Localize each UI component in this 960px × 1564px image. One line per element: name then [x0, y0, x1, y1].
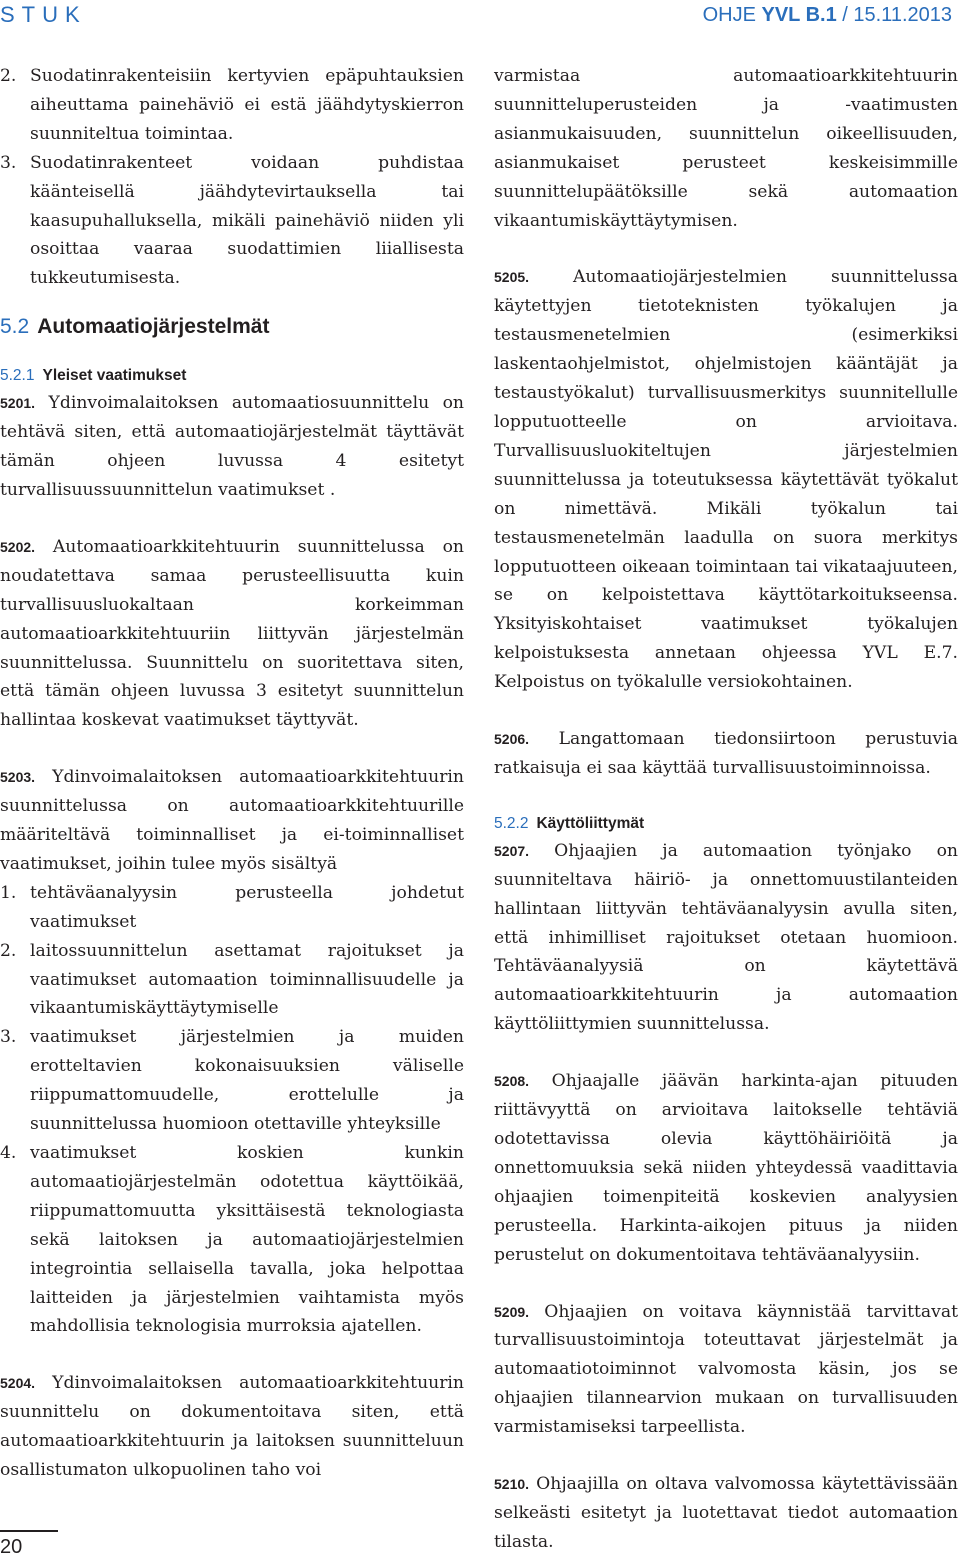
list-text: vaatimukset järjestelmien ja muiden erotteltavien kokonaisuuksien väliselle riippumattomuudelle, erottelulle ja suunnittelussa huomioon otettaville yhteyksille	[30, 1027, 464, 1135]
left-column	[0, 62, 464, 1485]
page-number: 20	[0, 1536, 23, 1558]
list-item	[0, 62, 464, 149]
list-number: 1.	[0, 882, 17, 903]
list-item	[0, 937, 464, 1024]
paragraph-5201	[0, 389, 464, 505]
list-item	[0, 1139, 464, 1341]
list-number: 3.	[0, 152, 17, 173]
paragraph-5206	[494, 725, 958, 783]
paragraph-5204	[0, 1369, 464, 1485]
paragraph-number: 5209.	[494, 1303, 530, 1320]
subsection-heading	[0, 363, 464, 389]
section-title: Automaatiojärjestelmät	[37, 315, 270, 339]
paragraph-number: 5205.	[494, 269, 530, 286]
guide-code: YVL B.1	[761, 4, 837, 26]
paragraph-text: Langattomaan tiedonsiirtoon perustuvia ratkaisuja ei saa käyttää turvallisuustoiminnoissa.	[494, 729, 958, 778]
list-text: Suodatinrakenteet voidaan puhdistaa käänteisellä jäähdytevirtauksella tai kaasupuhalluksella, mikäli painehäviö niiden yli osoittaa vaaraa suodattimien liiallisesta tukkeutumisesta.	[30, 152, 464, 289]
paragraph-5202	[0, 533, 464, 735]
subsection-number: 5.2.1	[0, 367, 35, 385]
guide-date: / 15.11.2013	[842, 4, 952, 26]
subsection-heading	[494, 811, 958, 837]
brand-logo: STUK	[0, 2, 87, 27]
list-text: Suodatinrakenteisiin kertyvien epäpuhtauksien aiheuttama painehäviö ei estä jäähdytyskierron suunniteltua toimintaa.	[30, 66, 464, 144]
paragraph-number: 5210.	[494, 1476, 530, 1493]
section-heading	[0, 313, 464, 341]
paragraph-text: Ydinvoimalaitoksen automaatioarkkitehtuurin suunnittelussa on automaatioarkkitehtuurille määriteltävä toiminnalliset ja ei-toiminnalliset vaatimukset, joihin tulee myös sisältyä	[0, 767, 464, 874]
paragraph-text: Ydinvoimalaitoksen automaatioarkkitehtuurin suunnittelu on dokumentoitava siten, että automaatioarkkitehtuurin ja laitoksen suunnitteluun osallistumaton ulkopuolinen taho voi	[0, 1373, 464, 1481]
section-number: 5.2	[0, 315, 30, 339]
paragraph-text: Ohjaajien on voitava käynnistää tarvittavat turvallisuustoimintoja toteuttavat järjestelmät ja automaatiotoiminnot valvomosta käsin, jos se ohjaajien tilannearvion mukaan on turvallisuuden varmistamiseksi tarpeellista.	[494, 1301, 958, 1438]
footer-rule	[0, 1530, 58, 1532]
paragraph-number: 5208.	[494, 1073, 530, 1090]
list-number: 2.	[0, 940, 17, 961]
paragraph-number: 5207.	[494, 842, 530, 859]
list-text: tehtäväanalyysin perusteella johdetut vaatimukset	[30, 882, 464, 932]
subsection-title: Käyttöliittymät	[536, 814, 645, 832]
paragraph-text: Ohjaajilla on oltava valvomossa käytettävissään selkeästi esitetyt ja luotettavat tiedot automaation tilasta.	[494, 1474, 959, 1552]
list-text: laitossuunnittelun asettamat rajoitukset ja vaatimukset automaation toiminnallisuudelle ja vikaantumiskäyttäytymiselle	[30, 940, 464, 1019]
paragraph-5208	[494, 1067, 958, 1269]
paragraph-continued: varmistaa automaatioarkkitehtuurin suunnitteluperusteiden ja -vaatimusten asianmukaisuuden, suunnittelun oikeellisuuden, asianmukaiset perusteet keskeisimmille suunnittelupäätöksille sekä automaation vikaantumiskäyttäytymisen.	[494, 66, 958, 231]
paragraph-text: Automaatioarkkitehtuurin suunnittelussa on noudatettava samaa perusteellisuutta kuin turvallisuusluokaltaan korkeimman automaatioarkkitehtuuriin liittyvän järjestelmän suunnittelussa. Suunnittelu on suoritettava siten, että tämän ohjeen luvussa 3 esitetyt suunnittelun hallintaa koskevat vaatimukset täyttyvät.	[0, 536, 464, 731]
paragraph-5207	[494, 837, 958, 1039]
list-number: 2.	[0, 66, 17, 86]
list-item	[0, 149, 464, 294]
paragraph-text: Automaatiojärjestelmien suunnittelussa käytettyjen tietoteknisten työkalujen ja testausmenetelmien (esimerkiksi laskentaohjelmistot, ohjelmistojen kääntäjät ja testaustyökalut) turvallisuusmerkitys suunnitellulle lopputuotteelle on arvioitava. Turvallisuusluokiteltujen järjestelmien suunnittelussa ja toteutuksessa käytettävät työkalut on nimettävä. Mikäli työkalun tai testausmenetelmän laadulla on suora merkitys lopputuotteen oikeaan toimintaan tai vikataajuuteen, se on kelpoistettava käyttötarkoitukseensa. Yksityiskohtaiset vaatimukset työkalujen kelpoistuksesta annetaan ohjeessa YVL E.7. Kelpoistus on työkalulle versiokohtainen.	[494, 267, 958, 693]
paragraph-text: Ohjaajalle jäävän harkinta-ajan pituuden riittävyyttä on arvioitava laitokselle tehtäviä odotettavissa olevia käyttöhäiriöitä ja onnettomuuksia sekä niiden yhteydessä vaadittavia ohjaajien toimenpiteitä koskevien analyysien perusteella. Harkinta-aikojen pituus ja niiden perustelut on dokumentoitava tehtäväanalyysiin.	[494, 1071, 959, 1265]
paragraph-number: 5204.	[0, 1375, 36, 1392]
guide-prefix: OHJE	[702, 4, 756, 26]
subsection-number: 5.2.2	[494, 814, 529, 832]
subsection-title: Yleiset vaatimukset	[42, 367, 187, 385]
list-number: 4.	[0, 1143, 17, 1163]
list-item	[0, 879, 464, 937]
paragraph-number: 5202.	[0, 538, 36, 555]
paragraph-text: Ohjaajien ja automaation työnjako on suunniteltava häiriö- ja onnettomuustilanteiden hallintaan liittyvän tehtäväanalyysin avulla siten, että inhimilliset rajoitukset otetaan huomioon. Tehtäväanalyysiä on käytettävä automaatioarkkitehtuurin ja automaation käyttöliittymien suunnittelussa.	[494, 840, 958, 1035]
right-column	[494, 62, 958, 1557]
list-item	[0, 1023, 464, 1139]
paragraph-5210	[494, 1470, 958, 1557]
paragraph-number: 5201.	[0, 395, 36, 412]
guide-reference	[703, 0, 952, 30]
paragraph-number: 5203.	[0, 769, 36, 786]
paragraph-text: Ydinvoimalaitoksen automaatiosuunnittelu on tehtävä siten, että automaatiojärjestelmät täyttävät tämän ohjeen luvussa 4 esitetyt turvallisuussuunnittelun vaatimukset .	[0, 393, 465, 500]
paragraph-5209	[494, 1298, 958, 1443]
list-text: vaatimukset koskien kunkin automaatiojärjestelmän odotettua käyttöikää, riippumattomuutta yksittäisestä teknologiasta sekä laitoksen ja automaatiojärjestelmien integrointia sellaisella tavalla, joka helpottaa laitteiden ja järjestelmien vaihtamista myös mahdollisia teknologisia murroksia ajatellen.	[30, 1143, 464, 1337]
paragraph-number: 5206.	[494, 731, 530, 748]
list-number: 3.	[0, 1027, 17, 1048]
paragraph-5203	[0, 763, 464, 879]
paragraph-5205	[494, 263, 958, 697]
